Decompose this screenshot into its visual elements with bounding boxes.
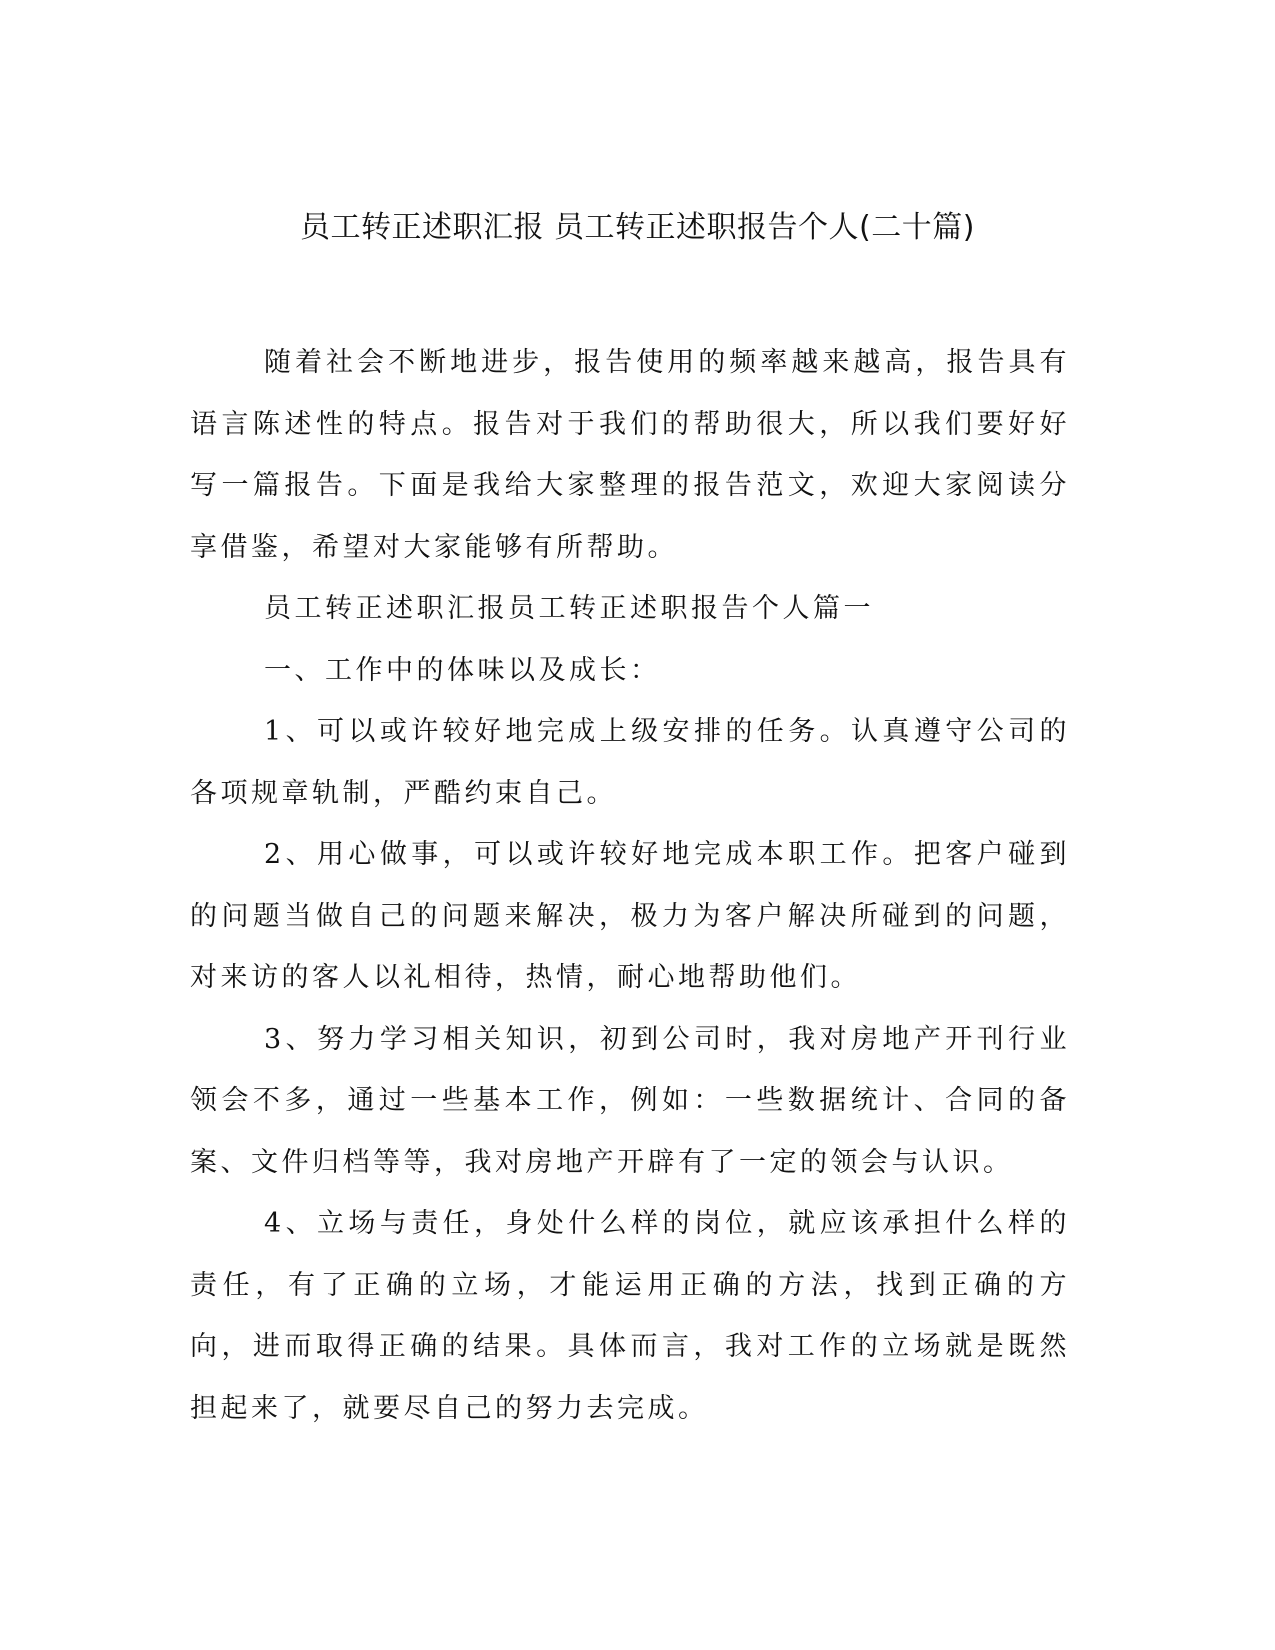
- list-item-3: 3、努力学习相关知识，初到公司时，我对房地产开刊行业领会不多，通过一些基本工作，例如：一些数据统计、合同的备案、文件归档等等，我对房地产开辟有了一定的领会与认识。: [190, 1023, 1070, 1178]
- document-title: 员工转正述职汇报 员工转正述职报告个人(二十篇): [300, 210, 975, 245]
- list-item-1: 1、可以或许较好地完成上级安排的任务。认真遵守公司的各项规章轨制，严酷约束自己。: [190, 716, 1070, 809]
- intro-paragraph: 随着社会不断地进步，报告使用的频率越来越高，报告具有语言陈述性的特点。报告对于我们的帮助很大，所以我们要好好写一篇报告。下面是我给大家整理的报告范文，欢迎大家阅读分享借鉴，希望对大家能够有所帮助。: [190, 347, 1070, 563]
- subsection-heading: 一、工作中的体味以及成长：: [264, 654, 661, 686]
- document-body: [190, 332, 1070, 1439]
- list-item-2: 2、用心做事，可以或许较好地完成本职工作。把客户碰到的问题当做自己的问题来解决，极力为客户解决所碰到的问题，对来访的客人以礼相待，热情，耐心地帮助他们。: [190, 839, 1070, 993]
- section-heading: 员工转正述职汇报员工转正述职报告个人篇一: [264, 593, 874, 624]
- list-item-4: 4、立场与责任，身处什么样的岗位，就应该承担什么样的责任，有了正确的立场，才能运用正确的方法，找到正确的方向，进而取得正确的结果。具体而言，我对工作的立场就是既然担起来了，就要尽自己的努力去完成。: [190, 1208, 1070, 1424]
